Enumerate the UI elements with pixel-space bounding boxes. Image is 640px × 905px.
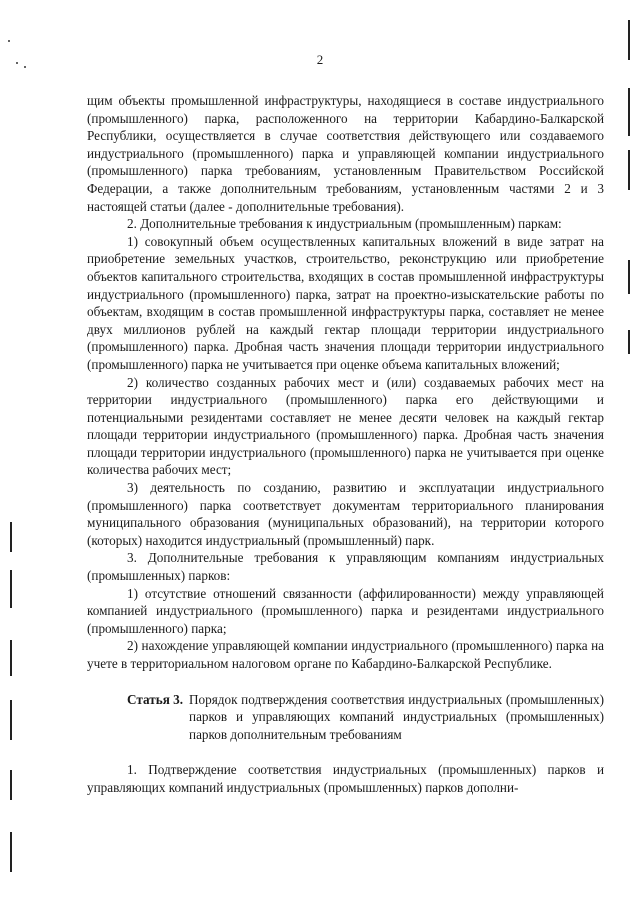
article-title: Порядок подтверждения соответствия индустриальных (промышленных) парков и управляющих компаний индустриальных (промышленных) парков дополнительным требованиям <box>189 691 604 742</box>
paragraph-item-1: 1) совокупный объем осуществленных капитальных вложений в виде затрат на приобретение земельных участков, строительство, реконструкцию или приобретение объектов капитального строительства, входящих в состав промышленной инфраструктуры индустриального (промышленного) парка, затрат на проектно-изыскательские работы по объектам, входящим в состав промышленной инфраструктуры парка, составляет не менее двух миллионов рублей на каждый гектар площади территории индустриального (промышленного) парка. Дробная часть значения площади территории индустриального (промышленного) парка не учитывается при оценке объема капитальных вложений; <box>87 233 604 372</box>
scan-edge-line <box>10 640 12 676</box>
paragraph-part-3-item-2: 2) нахождение управляющей компании индустриального (промышленного) парка на учете в территориальном налоговом органе по Кабардино-Балкарской Республике. <box>87 638 604 671</box>
scan-edge-line <box>10 832 12 872</box>
article-label: Статья 3. <box>127 691 184 707</box>
page-number: 2 <box>316 52 324 67</box>
scan-edge-line <box>10 522 12 552</box>
scan-edge-line <box>628 150 630 190</box>
paragraph-item-3: 3) деятельность по созданию, развитию и эксплуатации индустриального (промышленного) парка соответствует документам территориального планирования муниципального образования (муниципальных образований), на территории которого (которых) находится индустриальный (промышленный) парк. <box>87 480 604 548</box>
article-heading <box>87 691 604 744</box>
paragraph-part-2: 2. Дополнительные требования к индустриальным (промышленным) паркам: <box>127 216 562 232</box>
scan-edge-line <box>10 770 12 800</box>
scan-edge-line <box>628 330 630 354</box>
scan-edge-line <box>10 570 12 608</box>
paragraph-part-3: 3. Дополнительные требования к управляющим компаниям индустриальных (промышленных) парков: <box>87 550 604 584</box>
paragraph-part-3-item-1: 1) отсутствие отношений связанности (аффилированности) между управляющей компанией индустриального (промышленного) парка и резидентами индустриального (промышленного) парка; <box>87 585 604 636</box>
scan-edge-line <box>628 88 630 136</box>
scan-edge-line <box>10 700 12 740</box>
paragraph-item-2: 2) количество созданных рабочих мест и (или) создаваемых рабочих мест на территории индустриального (промышленного) парка его действующими и потенциальными резидентами составляет не менее десяти человек на каждый гектар площади территории индустриального (промышленного) парка. Дробная часть значения площади территории индустриального (промышленного) парка не учитывается при оценке количества рабочих мест; <box>87 374 604 478</box>
paragraph-article-3-part-1: 1. Подтверждение соответствия индустриальных (промышленных) парков и управляющих компаний индустриальных (промышленных) парков дополни- <box>87 762 604 795</box>
paragraph-continuation: щим объекты промышленной инфраструктуры, находящиеся в составе индустриального (промышленного) парка, расположенного на территории Кабардино-Балкарской Республики, осуществляется в случае соответствия действующего или создаваемого индустриального (промышленного) парка и управляющей компании индустриального (промышленного) парка требованиям, установленным Правительством Российской Федерации, а также дополнительным требованиям, установленным частями 2 и 3 настоящей статьи (далее - дополнительные требования). <box>87 93 604 214</box>
scan-edge-line <box>628 260 630 294</box>
scan-speck <box>8 40 10 42</box>
document-body <box>87 92 604 797</box>
